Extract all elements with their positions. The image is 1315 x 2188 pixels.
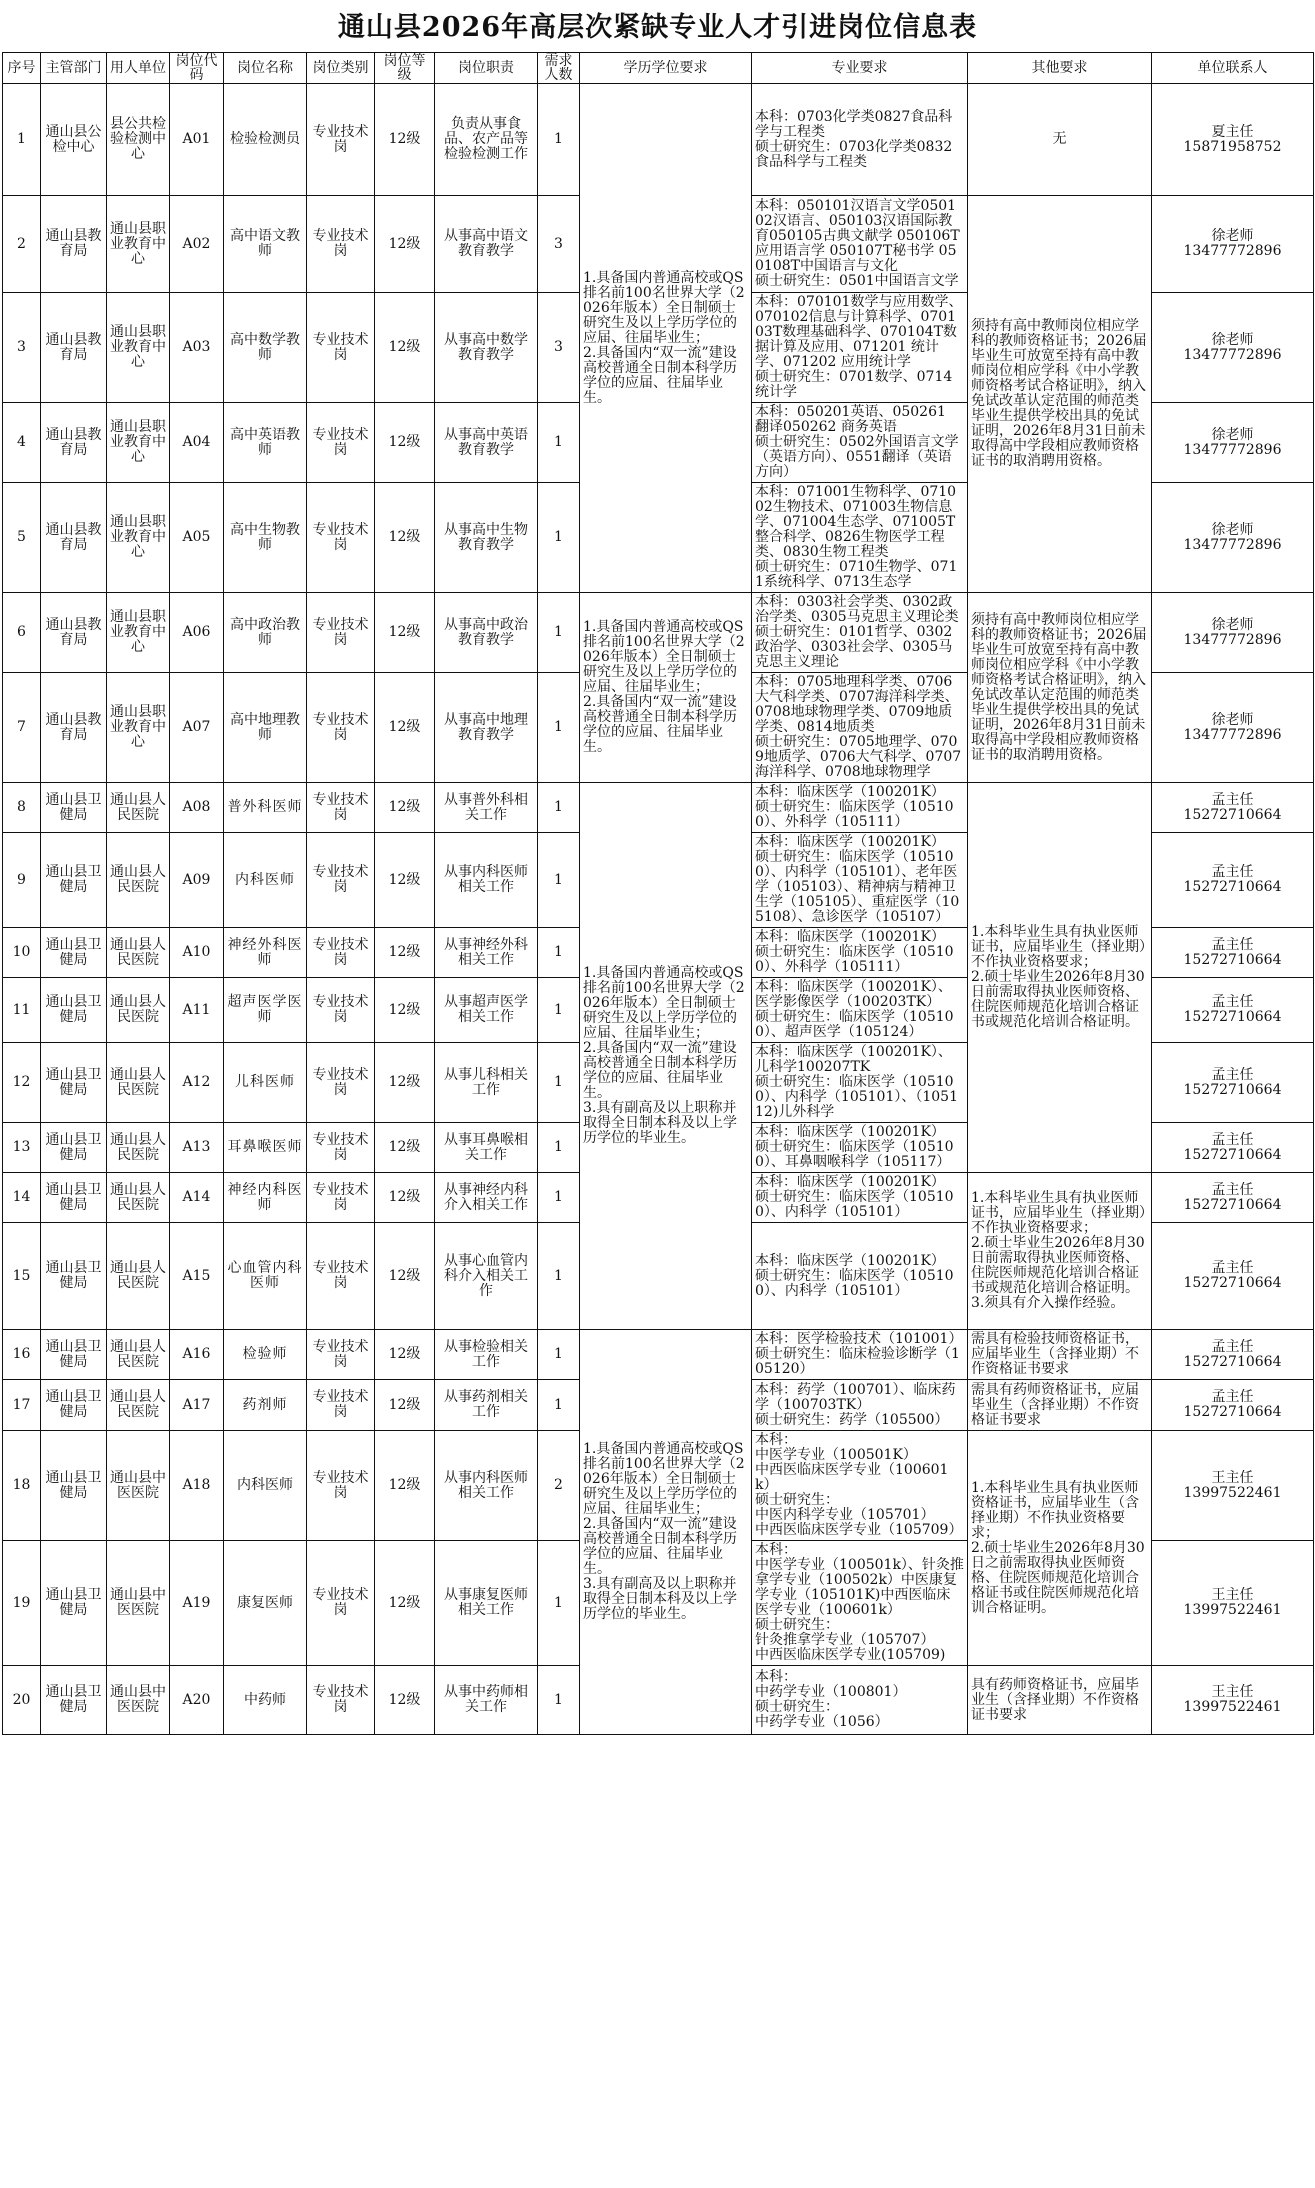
table-row: [3, 1330, 1314, 1380]
post-level-cell: 12级: [375, 1666, 435, 1735]
positions-table: [2, 52, 1314, 1735]
major-requirement-cell: 本科：临床医学（100201K） 硕士研究生：临床医学（105100）、内科学（105101）: [752, 1173, 968, 1223]
header-row: [3, 53, 1314, 84]
code-cell: A07: [170, 673, 224, 783]
post-name-cell: 超声医学医师: [224, 978, 307, 1043]
code-cell: A13: [170, 1123, 224, 1173]
header-cell: 岗位代码: [170, 53, 224, 84]
unit-cell: 县公共检验检测中心: [107, 84, 170, 196]
post-level-cell: 12级: [375, 1431, 435, 1541]
row-number: 5: [3, 483, 41, 593]
dept-cell: 通山县教育局: [41, 593, 107, 673]
row-number: 7: [3, 673, 41, 783]
post-type-cell: 专业技术岗: [307, 1223, 375, 1330]
contact-cell: 孟主任 15272710664: [1152, 1223, 1314, 1330]
post-level-cell: 12级: [375, 1330, 435, 1380]
contact-cell: 王主任 13997522461: [1152, 1666, 1314, 1735]
row-number: 14: [3, 1173, 41, 1223]
post-name-cell: 儿科医师: [224, 1043, 307, 1123]
contact-cell: 徐老师 13477772896: [1152, 593, 1314, 673]
row-number: 18: [3, 1431, 41, 1541]
post-type-cell: 专业技术岗: [307, 84, 375, 196]
code-cell: A03: [170, 293, 224, 403]
table-row: [3, 84, 1314, 196]
major-requirement-cell: 本科：0703化学类0827食品科学与工程类 硕士研究生：0703化学类0832食品科学与工程类: [752, 84, 968, 196]
header-cell: 其他要求: [968, 53, 1152, 84]
duty-cell: 从事耳鼻喉相关工作: [435, 1123, 538, 1173]
code-cell: A20: [170, 1666, 224, 1735]
post-type-cell: 专业技术岗: [307, 783, 375, 833]
post-level-cell: 12级: [375, 1380, 435, 1431]
row-number: 3: [3, 293, 41, 403]
duty-cell: 从事心血管内科介入相关工作: [435, 1223, 538, 1330]
headcount-cell: 1: [538, 403, 580, 483]
row-number: 16: [3, 1330, 41, 1380]
contact-cell: 孟主任 15272710664: [1152, 978, 1314, 1043]
post-name-cell: 神经内科医师: [224, 1173, 307, 1223]
unit-cell: 通山县中医医院: [107, 1666, 170, 1735]
post-type-cell: 专业技术岗: [307, 928, 375, 978]
code-cell: A08: [170, 783, 224, 833]
dept-cell: 通山县卫健局: [41, 783, 107, 833]
duty-cell: 从事神经外科相关工作: [435, 928, 538, 978]
dept-cell: 通山县卫健局: [41, 1123, 107, 1173]
other-requirement-cell: 1.本科毕业生具有执业医师证书，应届毕业生（择业期）不作执业资格要求； 2.硕士毕业生2026年8月30日前需取得执业医师资格、住院医师规范化培训合格证书或规范化培训合格证明。 3.须具有介入操作经验。: [968, 1173, 1152, 1330]
code-cell: A17: [170, 1380, 224, 1431]
unit-cell: 通山县职业教育中心: [107, 293, 170, 403]
dept-cell: 通山县卫健局: [41, 978, 107, 1043]
post-level-cell: 12级: [375, 783, 435, 833]
row-number: 15: [3, 1223, 41, 1330]
major-requirement-cell: 本科： 中医学专业（100501k）、针灸推拿学专业（100502k）中医康复学专业（105101K)中西医临床医学专业（100601k） 硕士研究生： 针灸推拿学专业（105707） 中西医临床医学专业(105709): [752, 1541, 968, 1666]
unit-cell: 通山县职业教育中心: [107, 593, 170, 673]
post-name-cell: 高中生物教师: [224, 483, 307, 593]
headcount-cell: 1: [538, 84, 580, 196]
dept-cell: 通山县卫健局: [41, 1666, 107, 1735]
post-name-cell: 检验检测员: [224, 84, 307, 196]
major-requirement-cell: 本科：临床医学（100201K） 硕士研究生：临床医学（105100）、内科学（105101）: [752, 1223, 968, 1330]
post-name-cell: 高中地理教师: [224, 673, 307, 783]
headcount-cell: 3: [538, 293, 580, 403]
row-number: 6: [3, 593, 41, 673]
table-row: [3, 593, 1314, 673]
headcount-cell: 2: [538, 1431, 580, 1541]
major-requirement-cell: 本科： 中医学专业（100501K） 中西医临床医学专业（100601k） 硕士研究生： 中医内科学专业（105701） 中西医临床医学专业（105709）: [752, 1431, 968, 1541]
dept-cell: 通山县教育局: [41, 403, 107, 483]
post-type-cell: 专业技术岗: [307, 403, 375, 483]
headcount-cell: 3: [538, 196, 580, 293]
contact-cell: 孟主任 15272710664: [1152, 1173, 1314, 1223]
header-cell: 序号: [3, 53, 41, 84]
headcount-cell: 1: [538, 1123, 580, 1173]
code-cell: A04: [170, 403, 224, 483]
code-cell: A06: [170, 593, 224, 673]
dept-cell: 通山县教育局: [41, 196, 107, 293]
row-number: 4: [3, 403, 41, 483]
header-cell: 需求人数: [538, 53, 580, 84]
header-cell: 用人单位: [107, 53, 170, 84]
unit-cell: 通山县中医医院: [107, 1431, 170, 1541]
post-level-cell: 12级: [375, 293, 435, 403]
contact-cell: 夏主任 15871958752: [1152, 84, 1314, 196]
post-type-cell: 专业技术岗: [307, 1330, 375, 1380]
unit-cell: 通山县人民医院: [107, 928, 170, 978]
major-requirement-cell: 本科：医学检验技术（101001） 硕士研究生：临床检验诊断学（105120）: [752, 1330, 968, 1380]
unit-cell: 通山县职业教育中心: [107, 403, 170, 483]
code-cell: A10: [170, 928, 224, 978]
duty-cell: 从事高中英语教育教学: [435, 403, 538, 483]
post-name-cell: 中药师: [224, 1666, 307, 1735]
row-number: 8: [3, 783, 41, 833]
headcount-cell: 1: [538, 1541, 580, 1666]
post-level-cell: 12级: [375, 673, 435, 783]
row-number: 2: [3, 196, 41, 293]
post-type-cell: 专业技术岗: [307, 1173, 375, 1223]
major-requirement-cell: 本科：临床医学（100201K）、医学影像医学（100203TK） 硕士研究生：临床医学（105100）、超声医学（105124）: [752, 978, 968, 1043]
post-name-cell: 康复医师: [224, 1541, 307, 1666]
duty-cell: 从事高中数学教育教学: [435, 293, 538, 403]
post-type-cell: 专业技术岗: [307, 1431, 375, 1541]
row-number: 13: [3, 1123, 41, 1173]
contact-cell: 孟主任 15272710664: [1152, 1330, 1314, 1380]
major-requirement-cell: 本科： 中药学专业（100801） 硕士研究生： 中药学专业（1056）: [752, 1666, 968, 1735]
code-cell: A15: [170, 1223, 224, 1330]
unit-cell: 通山县人民医院: [107, 1043, 170, 1123]
post-level-cell: 12级: [375, 978, 435, 1043]
contact-cell: 孟主任 15272710664: [1152, 783, 1314, 833]
header-cell: 主管部门: [41, 53, 107, 84]
post-level-cell: 12级: [375, 403, 435, 483]
post-name-cell: 高中政治教师: [224, 593, 307, 673]
code-cell: A19: [170, 1541, 224, 1666]
code-cell: A14: [170, 1173, 224, 1223]
headcount-cell: 1: [538, 978, 580, 1043]
duty-cell: 负责从事食品、农产品等检验检测工作: [435, 84, 538, 196]
contact-cell: 孟主任 15272710664: [1152, 1380, 1314, 1431]
headcount-cell: 1: [538, 1380, 580, 1431]
major-requirement-cell: 本科：071001生物科学、071002生物技术、071003生物信息学、071004生态学、071005T整合科学、0826生物医学工程类、0830生物工程类 硕士研究生：0710生物学、0711系统科学、0713生态学: [752, 483, 968, 593]
post-level-cell: 12级: [375, 1173, 435, 1223]
other-requirement-cell: 1.本科毕业生具有执业医师证书，应届毕业生（择业期）不作执业资格要求； 2.硕士毕业生2026年8月30日前需取得执业医师资格、住院医师规范化培训合格证书或规范化培训合格证明。: [968, 783, 1152, 1173]
post-name-cell: 心血管内科医师: [224, 1223, 307, 1330]
code-cell: A05: [170, 483, 224, 593]
code-cell: A18: [170, 1431, 224, 1541]
row-number: 19: [3, 1541, 41, 1666]
major-requirement-cell: 本科：临床医学（100201K）、儿科学100207TK 硕士研究生：临床医学（105100）、内科学（105101）、（105112)儿外科学: [752, 1043, 968, 1123]
unit-cell: 通山县人民医院: [107, 1173, 170, 1223]
duty-cell: 从事神经内科介入相关工作: [435, 1173, 538, 1223]
headcount-cell: 1: [538, 1043, 580, 1123]
dept-cell: 通山县卫健局: [41, 1043, 107, 1123]
row-number: 12: [3, 1043, 41, 1123]
headcount-cell: 1: [538, 1223, 580, 1330]
post-type-cell: 专业技术岗: [307, 1380, 375, 1431]
post-type-cell: 专业技术岗: [307, 1666, 375, 1735]
contact-cell: 孟主任 15272710664: [1152, 928, 1314, 978]
unit-cell: 通山县中医医院: [107, 1541, 170, 1666]
major-requirement-cell: 本科：临床医学（100201K） 硕士研究生：临床医学（105100）、内科学（105101）、老年医学（105103）、精神病与精神卫生学（105105）、重症医学（105108）、急诊医学（105107）: [752, 833, 968, 928]
header-cell: 岗位等级: [375, 53, 435, 84]
duty-cell: 从事康复医师相关工作: [435, 1541, 538, 1666]
dept-cell: 通山县卫健局: [41, 1223, 107, 1330]
headcount-cell: 1: [538, 833, 580, 928]
post-name-cell: 耳鼻喉医师: [224, 1123, 307, 1173]
post-type-cell: 专业技术岗: [307, 1043, 375, 1123]
major-requirement-cell: 本科：临床医学（100201K） 硕士研究生：临床医学（105100）、耳鼻咽喉科学（105117）: [752, 1123, 968, 1173]
post-name-cell: 内科医师: [224, 833, 307, 928]
code-cell: A01: [170, 84, 224, 196]
other-requirement-cell: 具有药师资格证书，应届毕业生（含择业期）不作资格证书要求: [968, 1666, 1152, 1735]
headcount-cell: 1: [538, 783, 580, 833]
document-title: 通山县2026年高层次紧缺专业人才引进岗位信息表: [337, 12, 978, 43]
row-number: 1: [3, 84, 41, 196]
row-number: 9: [3, 833, 41, 928]
unit-cell: 通山县人民医院: [107, 1380, 170, 1431]
post-name-cell: 高中英语教师: [224, 403, 307, 483]
header-cell: 单位联系人: [1152, 53, 1314, 84]
dept-cell: 通山县卫健局: [41, 1173, 107, 1223]
major-requirement-cell: 本科：050201英语、050261 翻译050262 商务英语 硕士研究生：0502外国语言文学（英语方向）、0551翻译（英语方向）: [752, 403, 968, 483]
duty-cell: 从事超声医学相关工作: [435, 978, 538, 1043]
dept-cell: 通山县教育局: [41, 293, 107, 403]
duty-cell: 从事检验相关工作: [435, 1330, 538, 1380]
headcount-cell: 1: [538, 673, 580, 783]
post-level-cell: 12级: [375, 928, 435, 978]
code-cell: A16: [170, 1330, 224, 1380]
post-level-cell: 12级: [375, 1223, 435, 1330]
contact-cell: 孟主任 15272710664: [1152, 1043, 1314, 1123]
contact-cell: 孟主任 15272710664: [1152, 833, 1314, 928]
unit-cell: 通山县人民医院: [107, 833, 170, 928]
post-type-cell: 专业技术岗: [307, 483, 375, 593]
major-requirement-cell: 本科：临床医学（100201K） 硕士研究生：临床医学（105100）、外科学（105111）: [752, 783, 968, 833]
headcount-cell: 1: [538, 1173, 580, 1223]
duty-cell: 从事儿科相关工作: [435, 1043, 538, 1123]
row-number: 20: [3, 1666, 41, 1735]
education-requirement-cell: 1.具备国内普通高校或QS排名前100名世界大学（2026年版本）全日制硕士研究生及以上学历学位的应届、往届毕业生； 2.具备国内“双一流”建设高校普通全日制本科学历学位的应届、往届毕业生。 3.具有副高及以上职称并取得全日制本科及以上学历学位的毕业生。: [580, 783, 752, 1330]
other-requirement-cell: 1.本科毕业生具有执业医师资格证书，应届毕业生（含择业期）不作执业资格要求； 2.硕士毕业生2026年8月30日之前需取得执业医师资格、住院医师规范化培训合格证书或住院医师规范化培训合格证明。: [968, 1431, 1152, 1666]
duty-cell: 从事内科医师相关工作: [435, 833, 538, 928]
dept-cell: 通山县卫健局: [41, 1541, 107, 1666]
unit-cell: 通山县人民医院: [107, 783, 170, 833]
duty-cell: 从事中药师相关工作: [435, 1666, 538, 1735]
post-level-cell: 12级: [375, 593, 435, 673]
unit-cell: 通山县人民医院: [107, 1330, 170, 1380]
duty-cell: 从事高中语文教育教学: [435, 196, 538, 293]
post-level-cell: 12级: [375, 483, 435, 593]
duty-cell: 从事高中政治教育教学: [435, 593, 538, 673]
post-level-cell: 12级: [375, 833, 435, 928]
headcount-cell: 1: [538, 483, 580, 593]
unit-cell: 通山县职业教育中心: [107, 673, 170, 783]
education-requirement-cell: 1.具备国内普通高校或QS排名前100名世界大学（2026年版本）全日制硕士研究生及以上学历学位的应届、往届毕业生； 2.具备国内“双一流”建设高校普通全日制本科学历学位的应届、往届毕业生。: [580, 593, 752, 783]
post-level-cell: 12级: [375, 1541, 435, 1666]
header-cell: 学历学位要求: [580, 53, 752, 84]
major-requirement-cell: 本科：临床医学（100201K） 硕士研究生：临床医学（105100）、外科学（105111）: [752, 928, 968, 978]
row-number: 11: [3, 978, 41, 1043]
major-requirement-cell: 本科：0303社会学类、0302政治学类、0305马克思主义理论类 硕士研究生：0101哲学、0302政治学、0303社会学、0305马克思主义理论: [752, 593, 968, 673]
post-name-cell: 高中数学教师: [224, 293, 307, 403]
contact-cell: 王主任 13997522461: [1152, 1431, 1314, 1541]
unit-cell: 通山县人民医院: [107, 1123, 170, 1173]
contact-cell: 王主任 13997522461: [1152, 1541, 1314, 1666]
row-number: 10: [3, 928, 41, 978]
post-level-cell: 12级: [375, 196, 435, 293]
row-number: 17: [3, 1380, 41, 1431]
dept-cell: 通山县卫健局: [41, 1431, 107, 1541]
post-name-cell: 内科医师: [224, 1431, 307, 1541]
headcount-cell: 1: [538, 928, 580, 978]
header-cell: 岗位名称: [224, 53, 307, 84]
other-requirement-cell: 须持有高中教师岗位相应学科的教师资格证书；2026届毕业生可放宽至持有高中教师岗位相应学科《中小学教师资格考试合格证明》，纳入免试改革认定范围的师范类毕业生提供学校出具的免试证明，2026年8月31日前未取得高中学段相应教师资格证书的取消聘用资格。: [968, 593, 1152, 783]
post-type-cell: 专业技术岗: [307, 673, 375, 783]
table-row: [3, 783, 1314, 833]
headcount-cell: 1: [538, 1330, 580, 1380]
duty-cell: 从事普外科相关工作: [435, 783, 538, 833]
post-type-cell: 专业技术岗: [307, 196, 375, 293]
unit-cell: 通山县职业教育中心: [107, 196, 170, 293]
other-requirement-cell: 需具有药师资格证书，应届毕业生（含择业期）不作资格证书要求: [968, 1380, 1152, 1431]
major-requirement-cell: 本科：药学（100701）、临床药学（100703TK） 硕士研究生：药学（105500）: [752, 1380, 968, 1431]
code-cell: A09: [170, 833, 224, 928]
headcount-cell: 1: [538, 593, 580, 673]
other-requirement-cell: 需具有检验技师资格证书，应届毕业生（含择业期）不作资格证书要求: [968, 1330, 1152, 1380]
header-cell: 专业要求: [752, 53, 968, 84]
post-level-cell: 12级: [375, 84, 435, 196]
header-cell: 岗位职责: [435, 53, 538, 84]
post-type-cell: 专业技术岗: [307, 833, 375, 928]
dept-cell: 通山县卫健局: [41, 1330, 107, 1380]
dept-cell: 通山县教育局: [41, 673, 107, 783]
duty-cell: 从事内科医师相关工作: [435, 1431, 538, 1541]
post-type-cell: 专业技术岗: [307, 1541, 375, 1666]
contact-cell: 徐老师 13477772896: [1152, 196, 1314, 293]
post-level-cell: 12级: [375, 1123, 435, 1173]
header-cell: 岗位类别: [307, 53, 375, 84]
duty-cell: 从事高中生物教育教学: [435, 483, 538, 593]
post-type-cell: 专业技术岗: [307, 293, 375, 403]
unit-cell: 通山县职业教育中心: [107, 483, 170, 593]
duty-cell: 从事药剂相关工作: [435, 1380, 538, 1431]
post-type-cell: 专业技术岗: [307, 978, 375, 1043]
post-name-cell: 神经外科医师: [224, 928, 307, 978]
education-requirement-cell: 1.具备国内普通高校或QS排名前100名世界大学（2026年版本）全日制硕士研究生及以上学历学位的应届、往届毕业生； 2.具备国内“双一流”建设高校普通全日制本科学历学位的应届、往届毕业生。 3.具有副高及以上职称并取得全日制本科及以上学历学位的毕业生。: [580, 1330, 752, 1735]
other-requirement-cell: 须持有高中教师岗位相应学科的教师资格证书；2026届毕业生可放宽至持有高中教师岗位相应学科《中小学教师资格考试合格证明》，纳入免试改革认定范围的师范类毕业生提供学校出具的免试证明，2026年8月31日前未取得高中学段相应教师资格证书的取消聘用资格。: [968, 196, 1152, 593]
dept-cell: 通山县教育局: [41, 483, 107, 593]
contact-cell: 孟主任 15272710664: [1152, 1123, 1314, 1173]
duty-cell: 从事高中地理教育教学: [435, 673, 538, 783]
post-type-cell: 专业技术岗: [307, 1123, 375, 1173]
contact-cell: 徐老师 13477772896: [1152, 403, 1314, 483]
major-requirement-cell: 本科：050101汉语言文学050102汉语言、050103汉语国际教育050105古典文献学 050106T应用语言学 050107T秘书学 050108T中国语言与文化 硕士研究生：0501中国语言文学: [752, 196, 968, 293]
education-requirement-cell: 1.具备国内普通高校或QS排名前100名世界大学（2026年版本）全日制硕士研究生及以上学历学位的应届、往届毕业生； 2.具备国内“双一流”建设高校普通全日制本科学历学位的应届、往届毕业生。: [580, 84, 752, 593]
code-cell: A02: [170, 196, 224, 293]
other-requirement-cell: 无: [968, 84, 1152, 196]
post-type-cell: 专业技术岗: [307, 593, 375, 673]
dept-cell: 通山县卫健局: [41, 833, 107, 928]
contact-cell: 徐老师 13477772896: [1152, 673, 1314, 783]
dept-cell: 通山县公检中心: [41, 84, 107, 196]
contact-cell: 徐老师 13477772896: [1152, 293, 1314, 403]
headcount-cell: 1: [538, 1666, 580, 1735]
post-name-cell: 高中语文教师: [224, 196, 307, 293]
major-requirement-cell: 本科：0705地理科学类、0706大气科学类、0707海洋科学类、0708地球物理学类、0709地质学类、0814地质类 硕士研究生：0705地理学、0709地质学、0706大气科学、0707海洋科学、0708地球物理学: [752, 673, 968, 783]
major-requirement-cell: 本科：070101数学与应用数学、070102信息与计算科学、070103T数理基础科学、070104T数据计算及应用、071201 统计学、071202 应用统计学 硕士研究生：0701数学、0714统计学: [752, 293, 968, 403]
post-name-cell: 药剂师: [224, 1380, 307, 1431]
code-cell: A11: [170, 978, 224, 1043]
code-cell: A12: [170, 1043, 224, 1123]
dept-cell: 通山县卫健局: [41, 1380, 107, 1431]
contact-cell: 徐老师 13477772896: [1152, 483, 1314, 593]
post-level-cell: 12级: [375, 1043, 435, 1123]
post-name-cell: 检验师: [224, 1330, 307, 1380]
dept-cell: 通山县卫健局: [41, 928, 107, 978]
unit-cell: 通山县人民医院: [107, 978, 170, 1043]
table-body: [3, 84, 1314, 1735]
unit-cell: 通山县人民医院: [107, 1223, 170, 1330]
post-name-cell: 普外科医师: [224, 783, 307, 833]
